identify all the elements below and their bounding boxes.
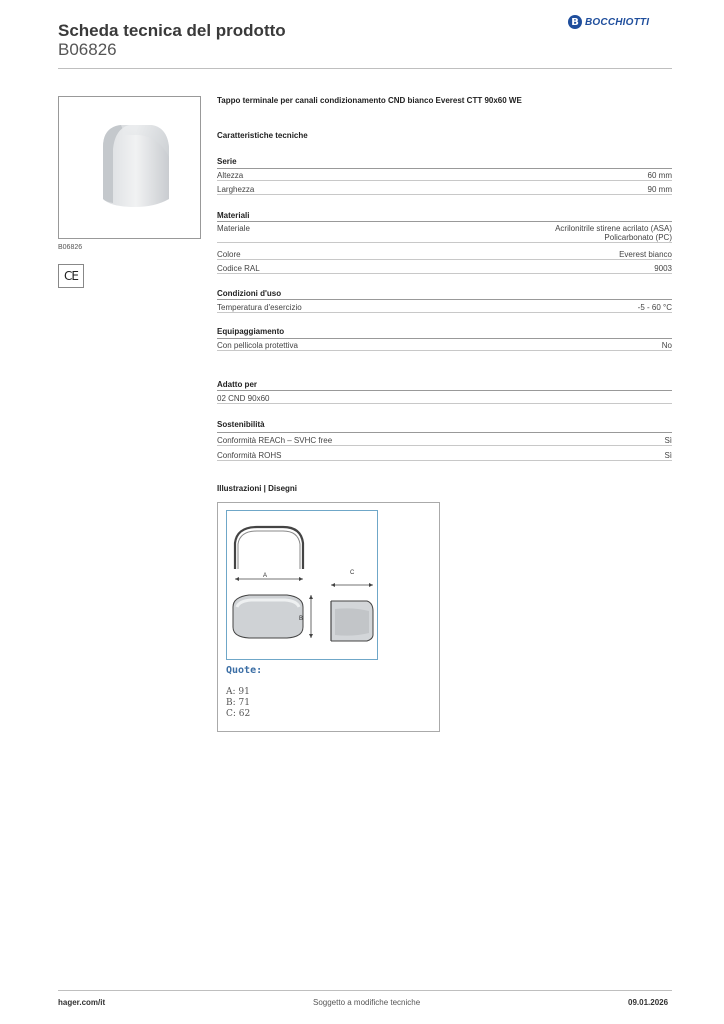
product-description: Tappo terminale per canali condizionamento CND bianco Everest CTT 90x60 WE <box>217 96 522 105</box>
spec-value: Everest bianco <box>619 250 672 259</box>
spec-row <box>217 436 672 446</box>
spec-value: -5 - 60 °C <box>637 303 672 312</box>
spec-row <box>217 250 672 260</box>
brand-logo-icon: B <box>568 15 582 29</box>
brand-logo <box>568 15 649 29</box>
material-line: Policarbonato (PC) <box>604 233 672 242</box>
spec-value: 90 mm <box>647 185 672 194</box>
spec-label: 02 CND 90x60 <box>217 394 270 403</box>
product-end-cap-image <box>59 97 200 238</box>
quote-value: B: 71 <box>226 698 250 708</box>
header-divider <box>58 68 672 69</box>
page-title: Scheda tecnica del prodotto <box>58 21 286 40</box>
heading-serie: Serie <box>217 157 237 166</box>
spec-row <box>217 185 672 195</box>
spec-value: No <box>661 341 672 350</box>
spec-value: Sì <box>664 451 672 460</box>
product-photo <box>58 96 201 239</box>
spec-label: Conformità ROHS <box>217 451 282 460</box>
product-code: B06826 <box>58 40 117 59</box>
spec-label: Larghezza <box>217 185 255 194</box>
spec-row <box>217 171 672 181</box>
spec-row <box>217 303 672 313</box>
heading-materiali: Materiali <box>217 211 250 220</box>
spec-row <box>217 394 672 404</box>
spec-label: Materiale <box>217 224 250 233</box>
divider <box>217 390 672 391</box>
divider <box>217 221 672 222</box>
dimension-drawing <box>227 511 377 659</box>
footer-website: hager.com/it <box>58 998 106 1007</box>
section-title: Caratteristiche tecniche <box>217 131 308 140</box>
spec-label: Con pellicola protettiva <box>217 341 298 350</box>
heading-adatto-per: Adatto per <box>217 380 257 389</box>
dim-label-a: A <box>263 573 268 579</box>
photo-caption: B06826 <box>58 244 83 251</box>
spec-label: Conformità REACh – SVHC free <box>217 436 333 445</box>
heading-sostenibilita: Sostenibilità <box>217 420 265 429</box>
spec-value <box>555 224 672 242</box>
spec-label: Codice RAL <box>217 264 260 273</box>
heading-equipaggiamento: Equipaggiamento <box>217 327 285 336</box>
spec-label: Colore <box>217 250 241 259</box>
dim-label-b: B <box>299 616 304 622</box>
heading-condizioni: Condizioni d'uso <box>217 289 282 298</box>
material-line: Acrilonitrile stirene acrilato (ASA) <box>555 224 672 233</box>
spec-row <box>217 264 672 274</box>
footer-disclaimer: Soggetto a modifiche tecniche <box>313 998 421 1007</box>
heading-illustrazioni: Illustrazioni | Disegni <box>217 484 298 493</box>
spec-value: 9003 <box>654 264 672 273</box>
spec-row <box>217 341 672 351</box>
spec-value: Sì <box>664 436 672 445</box>
spec-label: Temperatura d'esercizio <box>217 303 302 312</box>
quote-title: Quote: <box>226 665 263 676</box>
dim-label-c: C <box>350 570 355 576</box>
spec-row <box>217 224 672 243</box>
divider <box>217 338 672 339</box>
quote-value: C: 62 <box>226 709 251 719</box>
quote-value: A: 91 <box>226 687 250 697</box>
brand-logo-text: BOCCHIOTTI <box>585 16 650 28</box>
divider <box>217 299 672 300</box>
technical-drawing <box>226 510 378 660</box>
divider <box>217 168 672 169</box>
spec-value: 60 mm <box>647 171 672 180</box>
spec-row <box>217 451 672 461</box>
spec-label: Altezza <box>217 171 244 180</box>
divider <box>217 432 672 433</box>
footer-divider <box>58 990 672 991</box>
footer-date: 09.01.2026 <box>628 998 669 1007</box>
ce-mark-icon: CE <box>58 264 84 288</box>
